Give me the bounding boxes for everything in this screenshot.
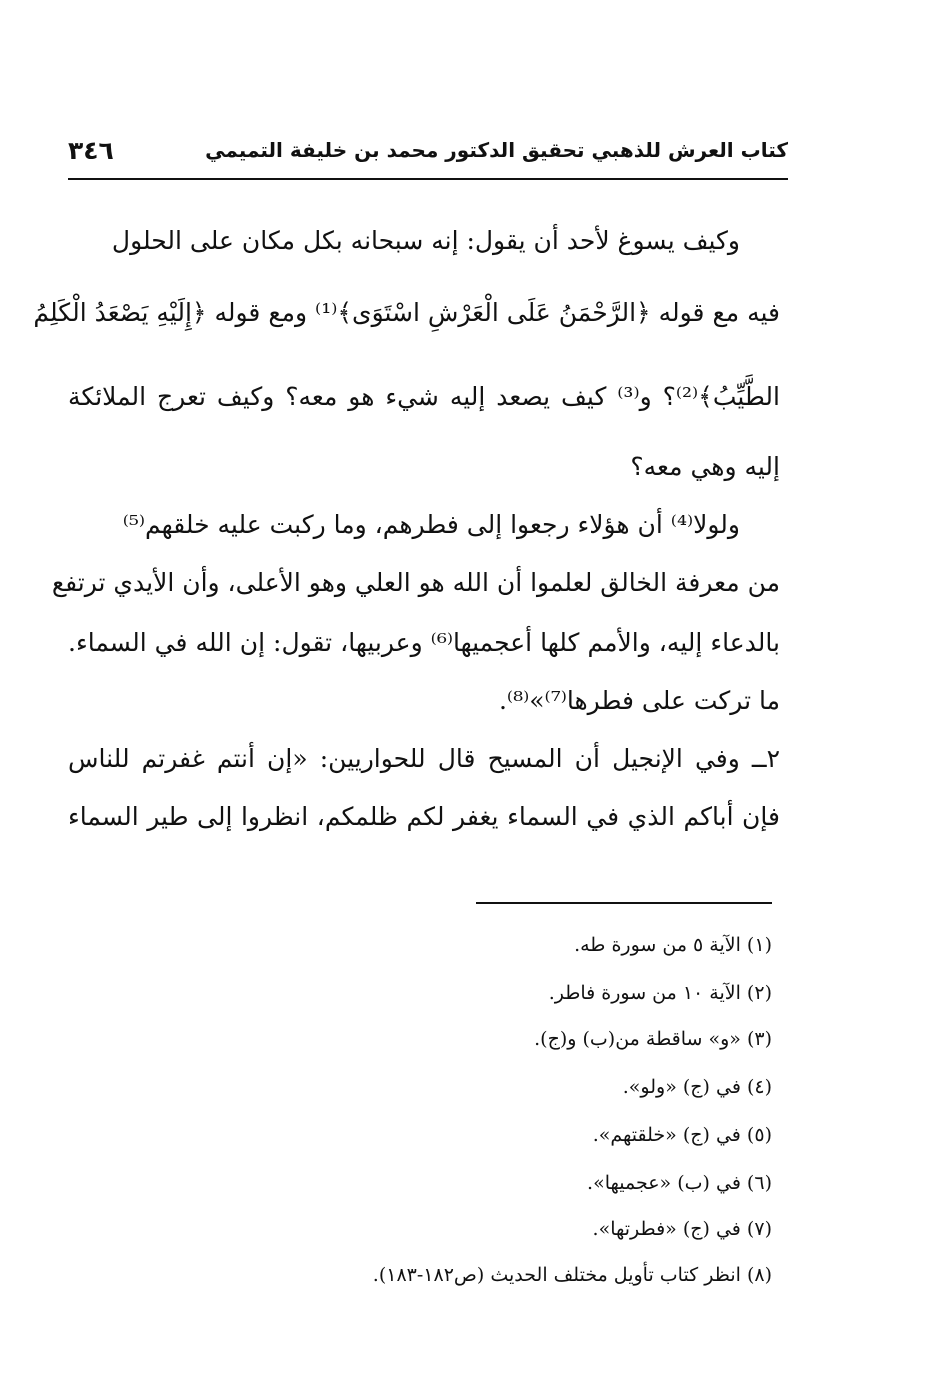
footnote: (٥) في (ج) «خلقتهم». [592, 1124, 772, 1146]
footnote: (٣) «و» ساقطة من(ب) و(ج). [534, 1028, 772, 1050]
running-title: كتاب العرش للذهبي تحقيق الدكتور محمد بن خليفة التميمي [205, 138, 788, 162]
footnote: (٨) انظر كتاب تأويل مختلف الحديث (ص١٨٢-١٨٣). [372, 1264, 772, 1286]
footnote: (٤) في (ج) «ولو». [622, 1076, 772, 1098]
page-header [68, 138, 788, 174]
text-line: فيه مع قوله ﴿الرَّحْمَنُ عَلَى الْعَرْشِ اسْتَوَى﴾⁽¹⁾ ومع قوله ﴿إِلَيْهِ يَصْعَدُ الْكَلِمُ [33, 298, 780, 327]
text-line: بالدعاء إليه، والأمم كلها أعجميها⁽⁶⁾ وعربيها، تقول: إن الله في السماء. [68, 628, 780, 657]
text-line: الطَّيِّبُ﴾⁽²⁾؟ و⁽³⁾ كيف يصعد إليه شيء هو معه؟ وكيف تعرج الملائكة [68, 382, 780, 411]
header-rule [68, 178, 788, 180]
footnote: (٦) في (ب) «عجميها». [587, 1172, 772, 1194]
text-line: إليه وهي معه؟ [630, 452, 780, 481]
text-line: ولولا⁽⁴⁾ أن هؤلاء رجعوا إلى فطرهم، وما ركبت عليه خلقهم⁽⁵⁾ [122, 510, 740, 539]
footnote: (١) الآية ٥ من سورة طه. [574, 934, 772, 956]
footnote: (٢) الآية ١٠ من سورة فاطر. [548, 982, 772, 1004]
text-line: فإن أباكم الذي في السماء يغفر لكم ظلمكم، انظروا إلى طير السماء [68, 802, 780, 831]
footnote: (٧) في (ج) «فطرتها». [592, 1218, 772, 1240]
text-line: وكيف يسوغ لأحد أن يقول: إنه سبحانه بكل مكان على الحلول [111, 226, 740, 255]
page-number: ٣٤٦ [68, 136, 114, 165]
text-line: ما تركت على فطرها⁽⁷⁾»⁽⁸⁾. [498, 686, 780, 715]
footnote-separator [476, 902, 772, 904]
text-line: ٢ــ وفي الإنجيل أن المسيح قال للحواريين: «إن أنتم غفرتم للناس [68, 744, 780, 773]
text-line: من معرفة الخالق لعلموا أن الله هو العلي وهو الأعلى، وأن الأيدي ترتفع [51, 568, 780, 597]
